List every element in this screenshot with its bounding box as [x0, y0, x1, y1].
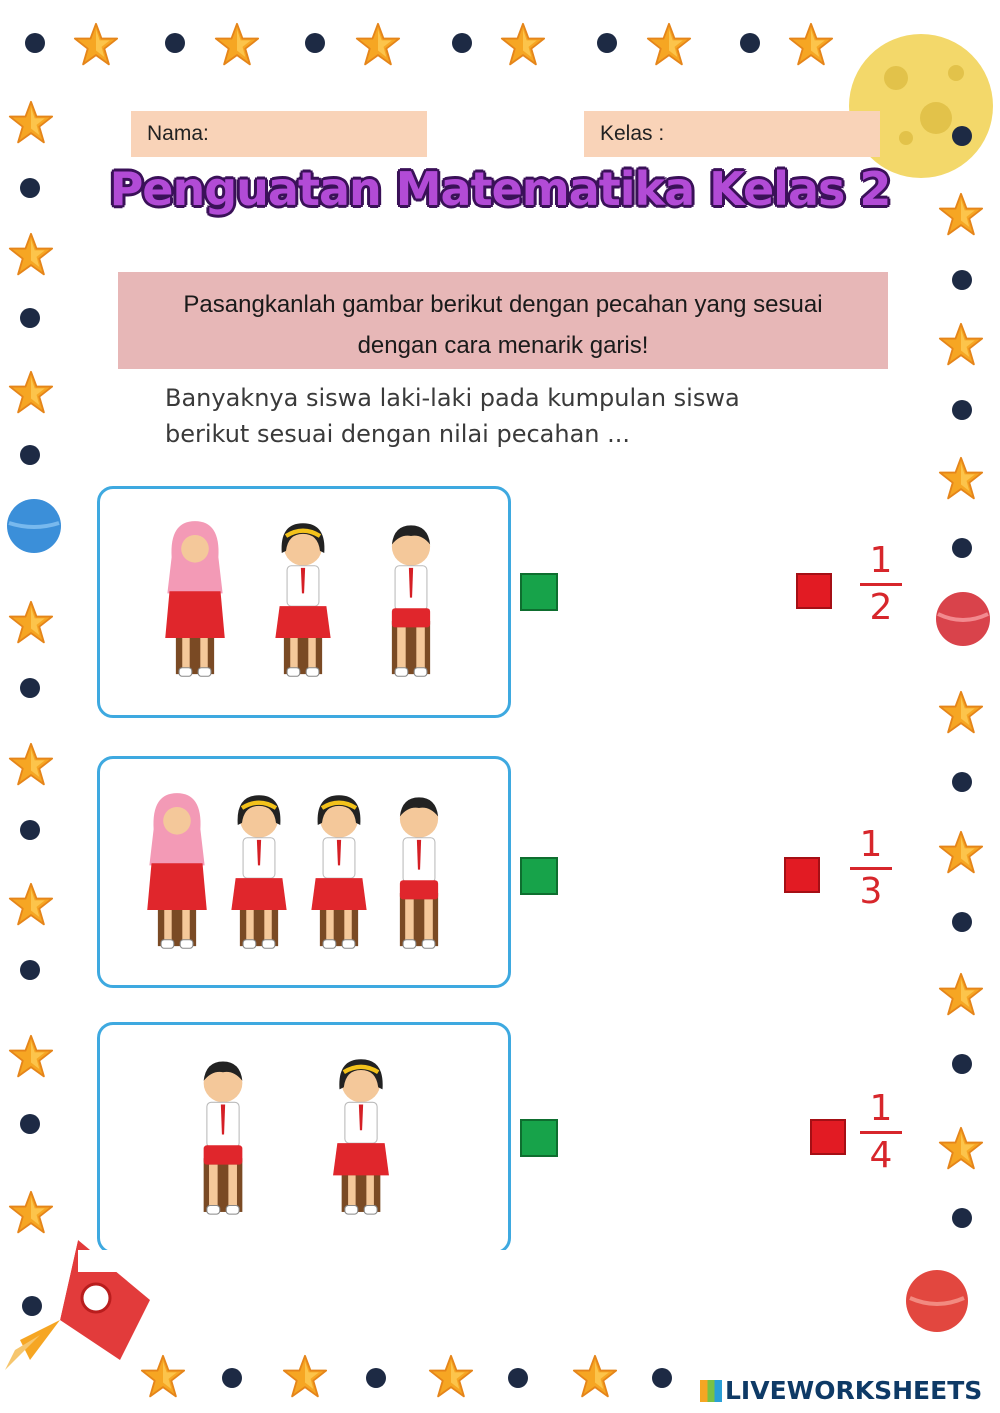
star-icon — [938, 1126, 984, 1172]
dot-decoration — [305, 33, 325, 53]
fraction-numerator: 1 — [869, 1088, 893, 1129]
star-icon — [428, 1354, 474, 1400]
star-icon — [8, 882, 54, 928]
fraction-bar — [860, 1131, 902, 1134]
dot-decoration — [952, 126, 972, 146]
star-icon — [140, 1354, 186, 1400]
star-icon — [646, 22, 692, 68]
question-line-2: berikut sesuai dengan nilai pecahan ... — [165, 420, 631, 448]
student-girl-hijab-illustration — [144, 791, 210, 961]
student-boy-illustration — [376, 519, 446, 689]
star-icon — [938, 830, 984, 876]
star-icon — [355, 22, 401, 68]
dot-decoration — [952, 1054, 972, 1074]
match-point-fraction-2[interactable] — [784, 857, 820, 893]
dot-decoration — [20, 445, 40, 465]
star-icon — [938, 456, 984, 502]
star-icon — [938, 690, 984, 736]
star-icon — [8, 742, 54, 788]
fraction-one-quarter — [856, 1089, 906, 1176]
fraction-numerator: 1 — [869, 540, 893, 581]
student-girl-illustration — [326, 1055, 396, 1227]
student-girl-hijab-illustration — [160, 519, 230, 689]
star-icon — [8, 100, 54, 146]
dot-decoration — [597, 33, 617, 53]
star-icon — [938, 972, 984, 1018]
fraction-numerator: 1 — [859, 824, 883, 865]
student-boy-illustration — [386, 791, 452, 961]
dot-decoration — [452, 33, 472, 53]
star-icon — [8, 232, 54, 278]
dot-decoration — [652, 1368, 672, 1388]
star-icon — [8, 1190, 54, 1236]
brand-text: LIVEWORKSHEETS — [725, 1376, 983, 1405]
dot-decoration — [952, 400, 972, 420]
dot-decoration — [20, 308, 40, 328]
red-planet-decoration — [904, 1268, 970, 1334]
dot-decoration — [222, 1368, 242, 1388]
star-icon — [73, 22, 119, 68]
student-group-card-3 — [97, 1022, 511, 1254]
student-boy-illustration — [188, 1055, 258, 1227]
question-text — [165, 380, 865, 452]
dot-decoration — [22, 1296, 42, 1316]
dot-decoration — [25, 33, 45, 53]
dot-decoration — [366, 1368, 386, 1388]
star-icon — [938, 322, 984, 368]
student-girl-illustration — [226, 791, 292, 961]
dot-decoration — [165, 33, 185, 53]
match-point-group-2[interactable] — [520, 857, 558, 895]
dot-decoration — [20, 678, 40, 698]
class-label: Kelas : — [600, 122, 665, 145]
fraction-one-half — [856, 541, 906, 628]
dot-decoration — [20, 820, 40, 840]
instruction-line-1: Pasangkanlah gambar berikut dengan pecahan yang sesuai — [183, 291, 823, 318]
card-backdrop — [78, 1250, 518, 1272]
dot-decoration — [952, 772, 972, 792]
name-label: Nama: — [147, 122, 209, 145]
name-field[interactable] — [131, 111, 427, 157]
student-girl-illustration — [306, 791, 372, 961]
dot-decoration — [20, 960, 40, 980]
star-icon — [572, 1354, 618, 1400]
dot-decoration — [740, 33, 760, 53]
dot-decoration — [20, 1114, 40, 1134]
liveworksheets-logo — [700, 1376, 982, 1405]
page-title: Penguatan Matematika Kelas 2 — [109, 162, 891, 216]
liveworksheets-icon — [700, 1380, 722, 1402]
dot-decoration — [952, 270, 972, 290]
star-icon — [8, 1034, 54, 1080]
fraction-denominator: 2 — [869, 587, 893, 628]
student-group-card-1 — [97, 486, 511, 718]
match-point-group-3[interactable] — [520, 1119, 558, 1157]
instruction-box — [118, 272, 888, 369]
match-point-fraction-3[interactable] — [810, 1119, 846, 1155]
instruction-line-2: dengan cara menarik garis! — [357, 332, 649, 359]
dot-decoration — [952, 912, 972, 932]
match-point-group-1[interactable] — [520, 573, 558, 611]
fraction-bar — [850, 867, 892, 870]
match-point-fraction-1[interactable] — [796, 573, 832, 609]
star-icon — [8, 600, 54, 646]
fraction-one-third — [846, 825, 896, 912]
fraction-denominator: 3 — [859, 871, 883, 912]
blue-planet-decoration — [5, 497, 63, 555]
star-icon — [282, 1354, 328, 1400]
student-group-card-2 — [97, 756, 511, 988]
dot-decoration — [508, 1368, 528, 1388]
red-planet-decoration — [934, 590, 992, 648]
star-icon — [214, 22, 260, 68]
star-icon — [500, 22, 546, 68]
fraction-denominator: 4 — [869, 1135, 893, 1176]
question-line-1: Banyaknya siswa laki-laki pada kumpulan siswa — [165, 384, 740, 412]
class-field[interactable] — [584, 111, 880, 157]
student-girl-illustration — [268, 519, 338, 689]
dot-decoration — [952, 538, 972, 558]
dot-decoration — [952, 1208, 972, 1228]
fraction-bar — [860, 583, 902, 586]
star-icon — [8, 370, 54, 416]
